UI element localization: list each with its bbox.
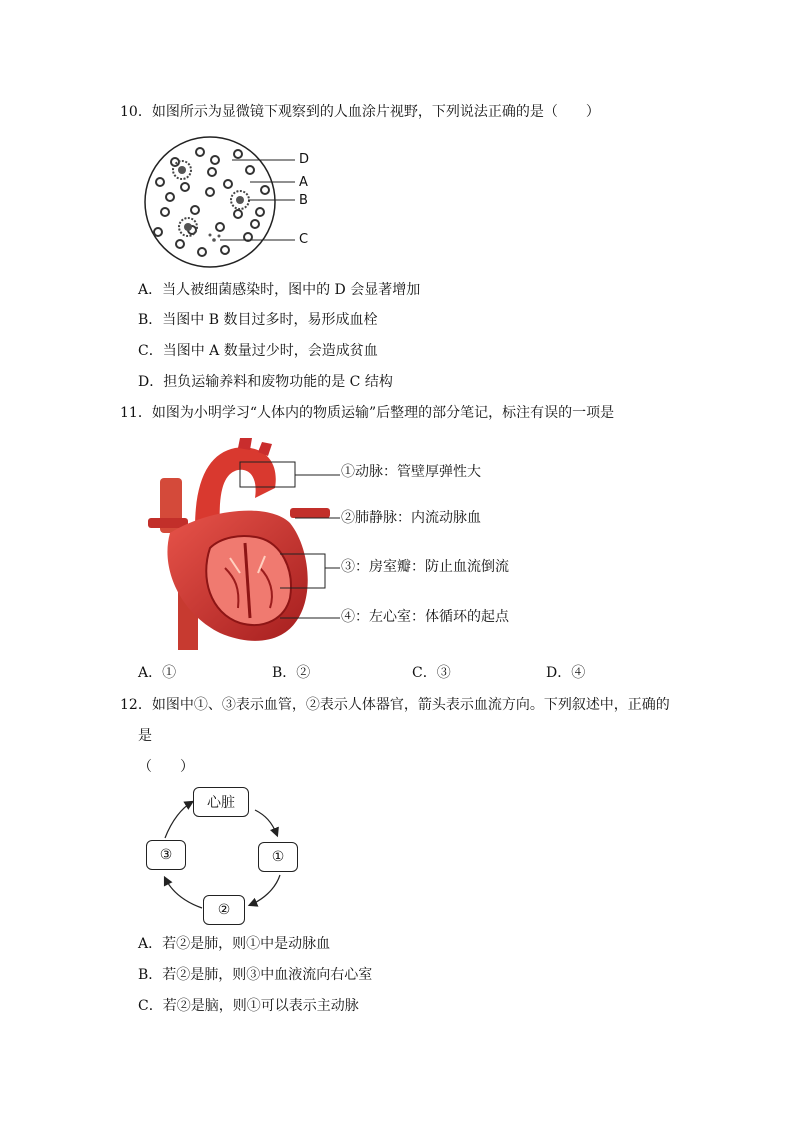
label-a: A [299,175,308,190]
q11-option-b: B．② [272,665,311,681]
label-b: B [299,193,308,208]
q12-option-b: B．若②是肺，则③中血液流向右心室 [138,967,373,983]
q11-annotation-1: ①动脉：管壁厚弹性大 [341,464,481,480]
q12-stem-line1: 12．如图中①、③表示血管，②表示人体器官，箭头表示血流方向。下列叙述中，正确的 [120,697,670,713]
label-c: C [299,232,309,247]
q10-stem: 10．如图所示为显微镜下观察到的人血涂片视野，下列说法正确的是（ ） [120,104,600,120]
q11-option-a: A．① [138,665,177,681]
organ-2-box: ② [203,895,245,925]
q11-annotation-3: ③：房室瓣：防止血流倒流 [341,559,509,575]
heart-figure [140,438,340,653]
heart-box: 心脏 [193,787,249,817]
vessel-3-box: ③ [146,840,186,870]
q12-stem-line2: 是 [138,728,152,744]
q10-option-b: B．当图中 B 数目过多时，易形成血栓 [138,312,378,328]
label-d: D [299,152,310,167]
q11-annotation-4: ④：左心室：体循环的起点 [341,609,509,625]
q12-bracket: （ ） [138,759,194,775]
q10-option-a: A．当人被细菌感染时，图中的 D 会显著增加 [138,282,421,298]
q11-annotation-2: ②肺静脉：内流动脉血 [341,510,481,526]
q10-option-d: D．担负运输养料和废物功能的是 C 结构 [138,374,393,390]
q11-stem: 11．如图为小明学习“人体内的物质运输”后整理的部分笔记，标注有误的一项是 [120,405,615,421]
vessel-1-box: ① [258,842,298,872]
q11-option-d: D．④ [546,665,586,681]
q12-option-c: C．若②是脑，则①可以表示主动脉 [138,998,359,1014]
q11-option-c: C．③ [412,665,451,681]
q12-option-a: A．若②是肺，则①中是动脉血 [138,936,331,952]
q10-option-c: C．当图中 A 数量过少时，会造成贫血 [138,343,378,359]
